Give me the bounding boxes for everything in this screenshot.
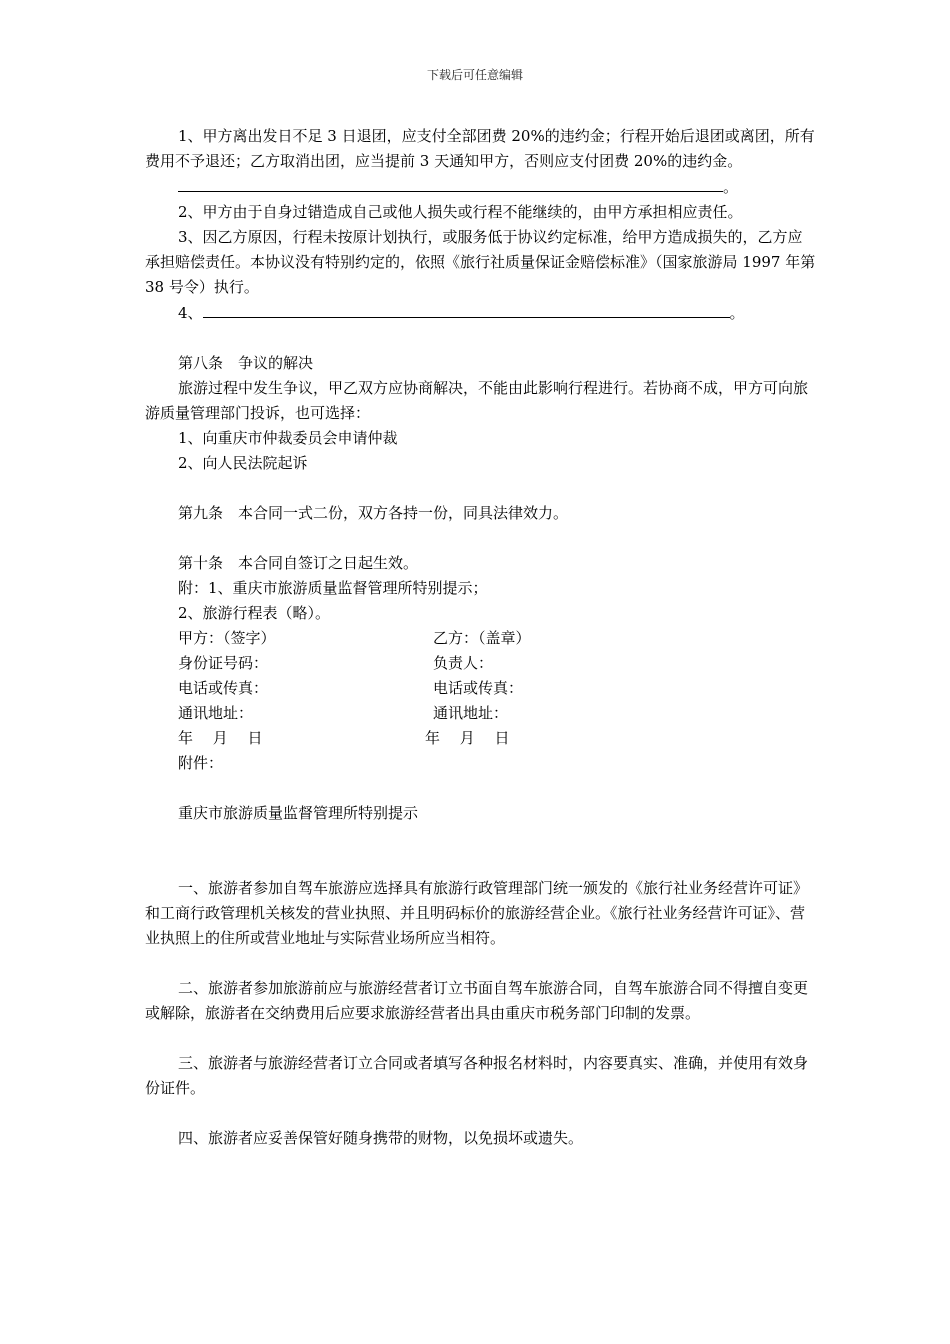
signature-row-phone (145, 676, 817, 701)
article-10: 第十条 本合同自签订之日起生效。 (178, 554, 419, 572)
notice-paragraph-2: 二、旅游者参加旅游前应与旅游经营者订立书面自驾车旅游合同，自驾车旅游合同不得擅自变更或解除，旅游者在交纳费用后应要求旅游经营者出具由重庆市税务部门印制的发票。 (145, 979, 809, 1022)
attachment-1: 附：1、重庆市旅游质量监督管理所特别提示； (178, 579, 488, 597)
clause-4-underline (203, 300, 730, 318)
signature-row-id (145, 651, 817, 676)
blank-fill-line (178, 174, 817, 200)
clause-2: 2、甲方由于自身过错造成自己或他人损失或行程不能继续的，由甲方承担相应责任。 (178, 203, 743, 221)
clause-3: 3、因乙方原因，行程未按原计划执行，或服务低于协议约定标准，给甲方造成损失的，乙方应承担赔偿责任。本协议没有特别约定的，依照《旅行社质量保证金赔偿标准》（国家旅游局 1997 年第 38 号令）执行。 (145, 228, 816, 296)
party-a-label: 甲方：（签字） (178, 629, 276, 647)
blank-line-end: 。 (723, 178, 739, 196)
phone-a-label: 电话或传真： (178, 679, 269, 697)
article-8-option-1: 1、向重庆市仲裁委员会申请仲裁 (178, 429, 398, 447)
blank-underline (178, 174, 723, 192)
phone-b-label: 电话或传真： (433, 679, 524, 697)
clause-4-prefix: 4、 (178, 304, 203, 322)
notice-title: 重庆市旅游质量监督管理所特别提示 (178, 804, 419, 822)
person-in-charge-label: 负责人： (433, 654, 494, 672)
notice-paragraph-1: 一、旅游者参加自驾车旅游应选择具有旅游行政管理部门统一颁发的《旅行社业务经营许可证》和工商行政管理机关核发的营业执照、并且明码标价的旅游经营企业。《旅行社业务经营许可证》、营业执照上的住所或营业地址与实际营业场所应当相符。 (145, 879, 809, 947)
clause-4 (178, 300, 817, 326)
notice-paragraph-4: 四、旅游者应妥善保管好随身携带的财物，以免损坏或遗失。 (178, 1129, 584, 1147)
appendix-label: 附件： (178, 754, 224, 772)
clause-4-end: 。 (729, 304, 745, 322)
address-b-label: 通讯地址： (433, 704, 509, 722)
date-b-label: 年 月 日 (425, 729, 510, 747)
page-header: 下载后可任意编辑 (426, 68, 523, 82)
article-8-text: 旅游过程中发生争议，甲乙双方应协商解决，不能由此影响行程进行。若协商不成，甲方可向旅游质量管理部门投诉，也可选择： (145, 379, 809, 422)
article-8-option-2: 2、向人民法院起诉 (178, 454, 308, 472)
date-a-label: 年 月 日 (178, 729, 263, 747)
party-b-label: 乙方：（盖章） (433, 629, 531, 647)
signature-row-address (145, 701, 817, 726)
notice-paragraph-3: 三、旅游者与旅游经营者订立合同或者填写各种报名材料时，内容要真实、准确，并使用有效身份证件。 (145, 1054, 809, 1097)
article-9: 第九条 本合同一式二份，双方各持一份，同具法律效力。 (178, 504, 569, 522)
clause-1: 1、甲方离出发日不足 3 日退团，应支付全部团费 20%的违约金；行程开始后退团或离团，所有费用不予退还；乙方取消出团，应当提前 3 天通知甲方，否则应支付团费 20%的违约金。 (145, 127, 815, 170)
article-8-title: 第八条 争议的解决 (178, 354, 314, 372)
address-a-label: 通讯地址： (178, 704, 254, 722)
document-body (145, 124, 817, 1151)
id-number-label: 身份证号码： (178, 654, 269, 672)
signature-row-date (145, 726, 817, 751)
signature-row-parties (145, 626, 817, 651)
attachment-2: 2、旅游行程表（略）。 (178, 604, 331, 622)
